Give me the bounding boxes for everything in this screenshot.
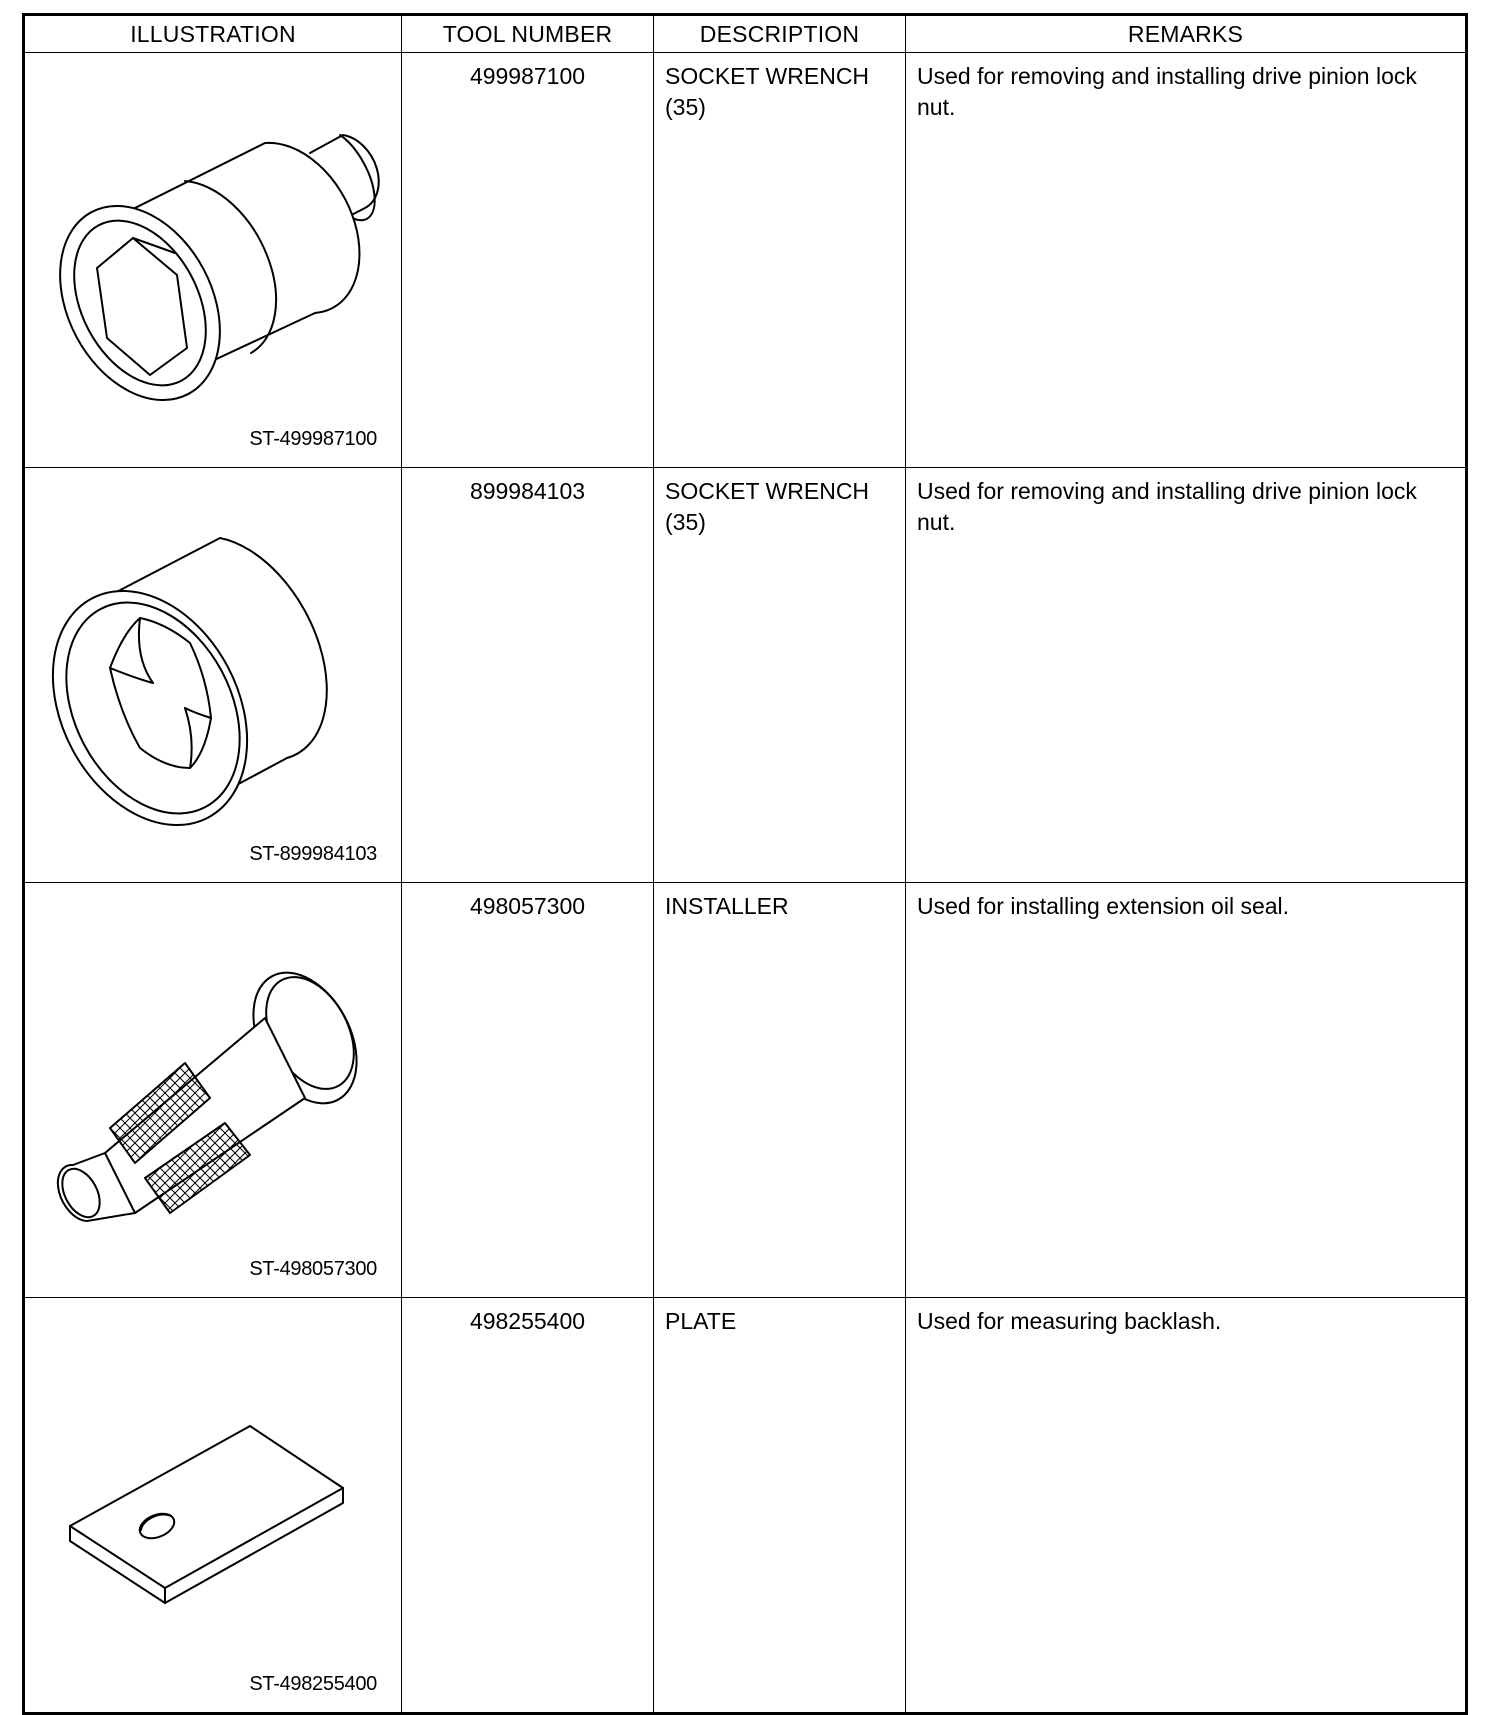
tool-description: SOCKET WRENCH (35) — [654, 468, 906, 883]
tool-number: 498057300 — [402, 883, 654, 1298]
tool-remarks: Used for removing and installing drive pinion lock nut. — [906, 468, 1467, 883]
table-row — [24, 883, 1467, 1298]
header-remarks: REMARKS — [906, 15, 1467, 53]
tool-description: INSTALLER — [654, 883, 906, 1298]
tool-remarks: Used for measuring backlash. — [906, 1298, 1467, 1714]
tool-number: 498255400 — [402, 1298, 654, 1714]
header-illustration: ILLUSTRATION — [24, 15, 402, 53]
illustration-cell — [24, 468, 402, 883]
special-tools-table — [22, 13, 1468, 1715]
installer-illustration — [25, 883, 403, 1289]
tool-remarks: Used for removing and installing drive pinion lock nut. — [906, 53, 1467, 468]
header-description: DESCRIPTION — [654, 15, 906, 53]
table-header-row — [24, 15, 1467, 53]
tool-remarks: Used for installing extension oil seal. — [906, 883, 1467, 1298]
tool-number: 899984103 — [402, 468, 654, 883]
illustration-cell — [24, 53, 402, 468]
image-caption: ST-499987100 — [249, 428, 377, 450]
table-row — [24, 1298, 1467, 1714]
illustration-cell — [24, 1298, 402, 1714]
image-caption: ST-498255400 — [249, 1673, 377, 1695]
illustration-cell — [24, 883, 402, 1298]
tool-number: 499987100 — [402, 53, 654, 468]
table-row — [24, 53, 1467, 468]
table-row — [24, 468, 1467, 883]
socket-wrench-extension-illustration — [25, 53, 403, 459]
socket-wrench-illustration — [25, 468, 403, 874]
image-caption: ST-899984103 — [249, 843, 377, 865]
tool-description: PLATE — [654, 1298, 906, 1714]
tool-description: SOCKET WRENCH (35) — [654, 53, 906, 468]
image-caption: ST-498057300 — [249, 1258, 377, 1280]
header-tool-number: TOOL NUMBER — [402, 15, 654, 53]
plate-illustration — [25, 1298, 403, 1704]
